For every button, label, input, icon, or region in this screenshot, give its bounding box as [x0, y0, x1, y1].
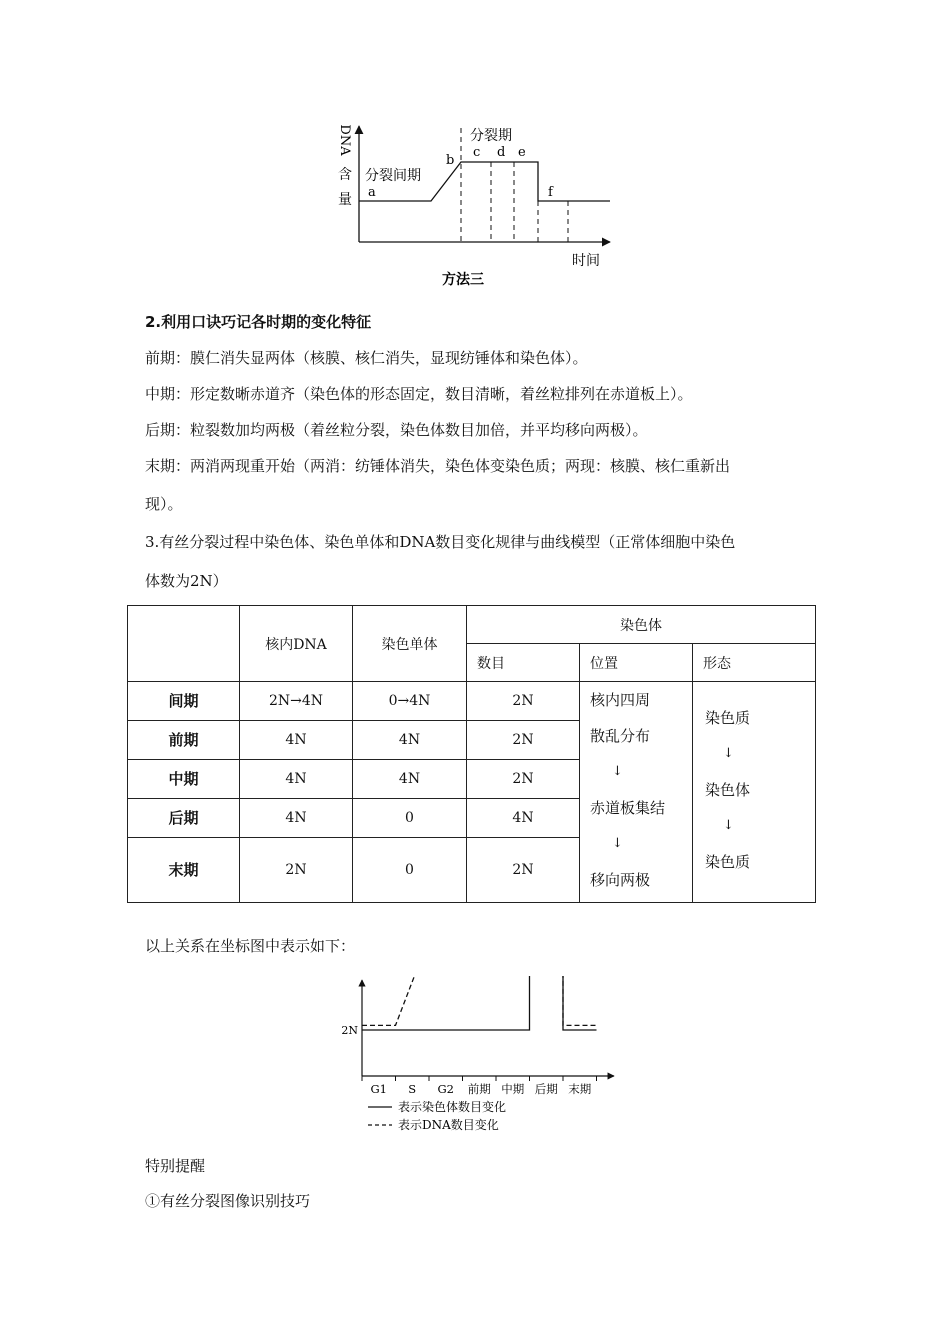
cell-dna: 4N	[240, 798, 353, 837]
y-label-han: 含	[338, 167, 352, 183]
chart-y-tick-label: 2N	[341, 1024, 358, 1037]
mitosis-label: 分裂期	[470, 128, 512, 144]
cell-chromatid: 0→4N	[353, 682, 467, 721]
down-arrow-icon: ↓	[723, 818, 734, 833]
special-tip: 特别提醒	[145, 1157, 206, 1175]
phase-anaphase: 后期	[128, 798, 240, 837]
phase-prophase: 前期	[128, 720, 240, 759]
cell-number: 2N	[467, 759, 580, 798]
chart-x-tick-label: 中期	[501, 1082, 525, 1096]
mnemonic-prophase: 前期：膜仁消失显两体（核膜、核仁消失，显现纺锤体和染色体）。	[145, 349, 588, 367]
subheader-shape: 形态	[693, 644, 816, 682]
section3-heading-2: 体数为2N）	[145, 572, 228, 590]
cell-chromatid: 0	[353, 837, 467, 903]
cell-chromatid: 4N	[353, 759, 467, 798]
cell-number: 2N	[467, 720, 580, 759]
mnemonic-telophase: 末期：两消两现重开始（两消：纺锤体消失，染色体变染色质；两现：核膜、核仁重新出	[145, 457, 731, 475]
cell-dna: 4N	[240, 759, 353, 798]
shape-line: 染色体	[705, 781, 751, 799]
chromosome-series-line	[362, 976, 597, 1030]
y-label-liang: 量	[338, 192, 352, 208]
position-line: 移向两极	[590, 871, 651, 889]
point-f: f	[548, 185, 553, 200]
dna-content-figure	[320, 118, 620, 290]
header-chromosome: 染色体	[467, 606, 816, 644]
subheader-number: 数目	[467, 644, 580, 682]
point-b: b	[446, 153, 455, 168]
chart-x-tick-label: 后期	[534, 1082, 558, 1096]
interphase-label: 分裂间期	[365, 168, 421, 184]
chart-intro: 以上关系在坐标图中表示如下：	[145, 937, 356, 955]
header-chromatid: 染色单体	[353, 606, 467, 682]
shape-line: 染色质	[705, 709, 751, 727]
phase-interphase: 间期	[128, 682, 240, 721]
position-line: 赤道板集结	[590, 799, 666, 817]
mnemonic-metaphase: 中期：形定数晰赤道齐（染色体的形态固定，数目清晰，着丝粒排列在赤道板上）。	[145, 385, 693, 403]
position-line: 核内四周	[590, 691, 651, 709]
mitosis-number-chart	[330, 976, 620, 1138]
cell-chromatid: 0	[353, 798, 467, 837]
section2-heading: 2.利用口诀巧记各时期的变化特征	[145, 313, 372, 331]
cell-dna: 2N	[240, 837, 353, 903]
corner-cell	[128, 606, 240, 682]
header-dna: 核内DNA	[240, 606, 353, 682]
mnemonic-telophase-cont: 现）。	[145, 495, 183, 513]
cell-number: 4N	[467, 798, 580, 837]
phase-metaphase: 中期	[128, 759, 240, 798]
position-line: 散乱分布	[590, 727, 651, 745]
down-arrow-icon: ↓	[612, 836, 623, 851]
y-label-dna: DNA	[337, 124, 352, 156]
chart-x-tick-label: 前期	[467, 1082, 491, 1096]
figure1-caption: 方法三	[442, 272, 484, 288]
subheader-position: 位置	[580, 644, 693, 682]
down-arrow-icon: ↓	[723, 746, 734, 761]
legend-chromosome: 表示染色体数目变化	[398, 1100, 507, 1114]
mitosis-table	[127, 605, 816, 903]
section3-heading-1: 3.有丝分裂过程中染色体、染色单体和DNA数目变化规律与曲线模型（正常体细胞中染色	[145, 533, 736, 551]
shape-cell	[693, 682, 816, 903]
point-c: c	[473, 145, 481, 160]
position-cell	[580, 682, 693, 903]
point-e: e	[518, 145, 526, 160]
cell-dna: 2N→4N	[240, 682, 353, 721]
cell-number: 2N	[467, 682, 580, 721]
cell-dna: 4N	[240, 720, 353, 759]
x-label: 时间	[572, 253, 600, 269]
chart-x-tick-label: G2	[437, 1082, 455, 1096]
mnemonic-anaphase: 后期：粒裂数加均两极（着丝粒分裂，染色体数目加倍，并平均移向两极）。	[145, 421, 648, 439]
shape-line: 染色质	[705, 853, 751, 871]
point-a: a	[368, 185, 376, 200]
down-arrow-icon: ↓	[612, 764, 623, 779]
legend-dna: 表示DNA数目变化	[398, 1118, 499, 1132]
tip-item-1: ①有丝分裂图像识别技巧	[145, 1192, 311, 1210]
dna-series-line	[362, 976, 597, 1025]
chart-x-tick-label: G1	[370, 1082, 388, 1096]
cell-number: 2N	[467, 837, 580, 903]
chart-x-tick-label: 末期	[568, 1082, 592, 1096]
cell-chromatid: 4N	[353, 720, 467, 759]
point-d: d	[497, 145, 506, 160]
phase-telophase: 末期	[128, 837, 240, 903]
chart-x-tick-label: S	[408, 1082, 417, 1096]
